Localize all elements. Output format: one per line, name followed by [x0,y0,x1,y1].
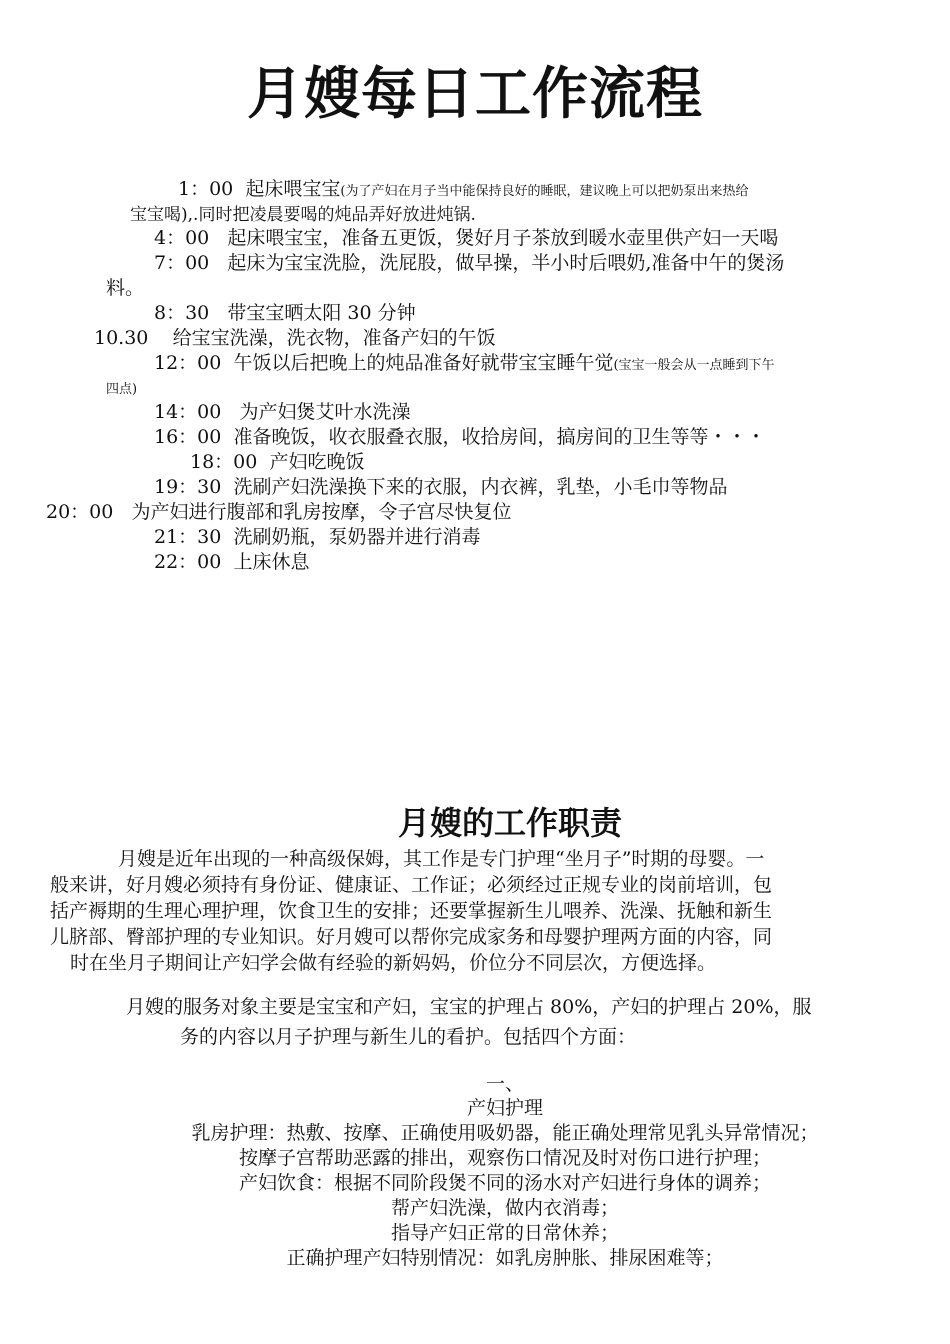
schedule-item-cont [106,276,144,300]
service-line: 月嫂的服务对象主要是宝宝和产妇，宝宝的护理占 80%，产妇的护理占 20%，服 [126,996,812,1018]
schedule-item [154,425,765,449]
duties-title: 月嫂的工作职责 [397,804,622,842]
schedule-item [154,301,416,325]
schedule-text: 为产妇煲艾叶水洗澡 [239,401,411,423]
schedule-text: 为产妇进行腹部和乳房按摩，令子宫尽快复位 [131,501,512,523]
schedule-text: 起床为宝宝洗脸，洗屁股，做早操，半小时后喂奶,准备中午的煲汤 [227,252,785,274]
schedule-item [154,251,784,275]
schedule-cont: 料。 [106,277,145,299]
schedule-item [154,525,480,549]
schedule-item-cont [130,202,476,227]
schedule-time: 10.30 [94,327,149,349]
schedule-text: 起床喂宝宝 [245,178,341,200]
schedule-time: 18：00 [190,451,258,473]
schedule-text: 洗刷奶瓶，泵奶器并进行消毒 [233,526,481,548]
schedule-text: 准备晚饭，收衣服叠衣服，收拾房间，搞房间的卫生等等・・・ [233,426,766,448]
intro-line: 般来讲，好月嫂必须持有身份证、健康证、工作证；必须经过正规专业的岗前培训，包 [50,874,773,896]
duties-intro [50,846,902,976]
duty-item: 按摩子宫帮助恶露的排出，观察伤口情况及时对伤口进行护理； [238,1147,771,1169]
schedule-cont: 四点) [106,382,138,397]
section-number: 一、 [485,1073,524,1095]
schedule-note: (宝宝一般会从一点睡到下午 [613,358,775,373]
schedule-text: 起床喂宝宝，准备五更饭，煲好月子茶放到暖水壶里供产妇一天喝 [227,227,779,249]
schedule-item [154,351,775,378]
schedule-note: (为了产妇在月子当中能保持良好的睡眠，建议晚上可以把奶泵出来热给 [340,184,749,199]
schedule-text: 午饭以后把晚上的炖品准备好就带宝宝睡午觉 [233,352,614,374]
schedule-item [154,475,727,499]
duty-item: 帮产妇洗澡，做内衣消毒； [390,1197,619,1219]
schedule-item [178,177,748,204]
schedule-text: 洗刷产妇洗澡换下来的衣服，内衣裤，乳垫，小毛巾等物品 [233,476,728,498]
schedule-time: 20：00 [46,501,114,523]
duty-item: 乳房护理：热敷、按摩、正确使用吸奶器，能正确处理常见乳头异常情况； [191,1122,819,1144]
schedule-text: 产妇吃晚饭 [269,451,365,473]
intro-line: 括产褥期的生理心理护理，饮食卫生的安排；还要掌握新生儿喂养、洗澡、抚触和新生 [50,900,773,922]
schedule-time: 16：00 [154,426,222,448]
schedule-time: 12：00 [154,352,222,374]
schedule-item [154,550,309,574]
intro-line: 儿脐部、臀部护理的专业知识。好月嫂可以帮你完成家务和母婴护理两方面的内容，同 [50,926,773,948]
duty-item: 正确护理产妇特别情况：如乳房肿胀、排尿困难等； [286,1247,724,1269]
section-title: 产妇护理 [466,1097,543,1119]
schedule-time: 8：30 [154,302,210,324]
duty-item: 指导产妇正常的日常休养； [390,1222,619,1244]
intro-line: 时在坐月子期间让产妇学会做有经验的新妈妈，价位分不同层次，方便选择。 [70,952,717,974]
service-line: 务的内容以月子护理与新生儿的看护。包括四个方面： [180,1026,637,1048]
schedule-time: 22：00 [154,551,222,573]
schedule-time: 1：00 [178,178,234,200]
schedule-time: 19：30 [154,476,222,498]
intro-line: 月嫂是近年出现的一种高级保姆，其工作是专门护理“坐月子”时期的母婴。一 [118,848,765,870]
schedule-item [46,500,512,524]
schedule-text: 带宝宝晒太阳 30 分钟 [227,302,416,324]
schedule-item [190,450,364,474]
schedule-time: 14：00 [154,401,222,423]
page-title: 月嫂每日工作流程 [247,62,703,127]
schedule-text: 给宝宝洗澡，洗衣物，准备产妇的午饭 [172,327,496,349]
schedule-item [154,226,778,250]
schedule-item [154,400,411,424]
schedule-cont: 宝宝喝),.同时把凌晨要喝的炖品弄好放进炖锅. [130,205,476,225]
schedule-time: 7：00 [154,252,210,274]
duty-item: 产妇饮食：根据不同阶段煲不同的汤水对产妇进行身体的调养； [238,1172,771,1194]
schedule-text: 上床休息 [233,551,310,573]
schedule-time: 21：30 [154,526,222,548]
schedule-time: 4：00 [154,227,210,249]
schedule-item-cont [106,375,137,402]
duties-service [50,992,902,1052]
schedule-item [94,326,496,350]
